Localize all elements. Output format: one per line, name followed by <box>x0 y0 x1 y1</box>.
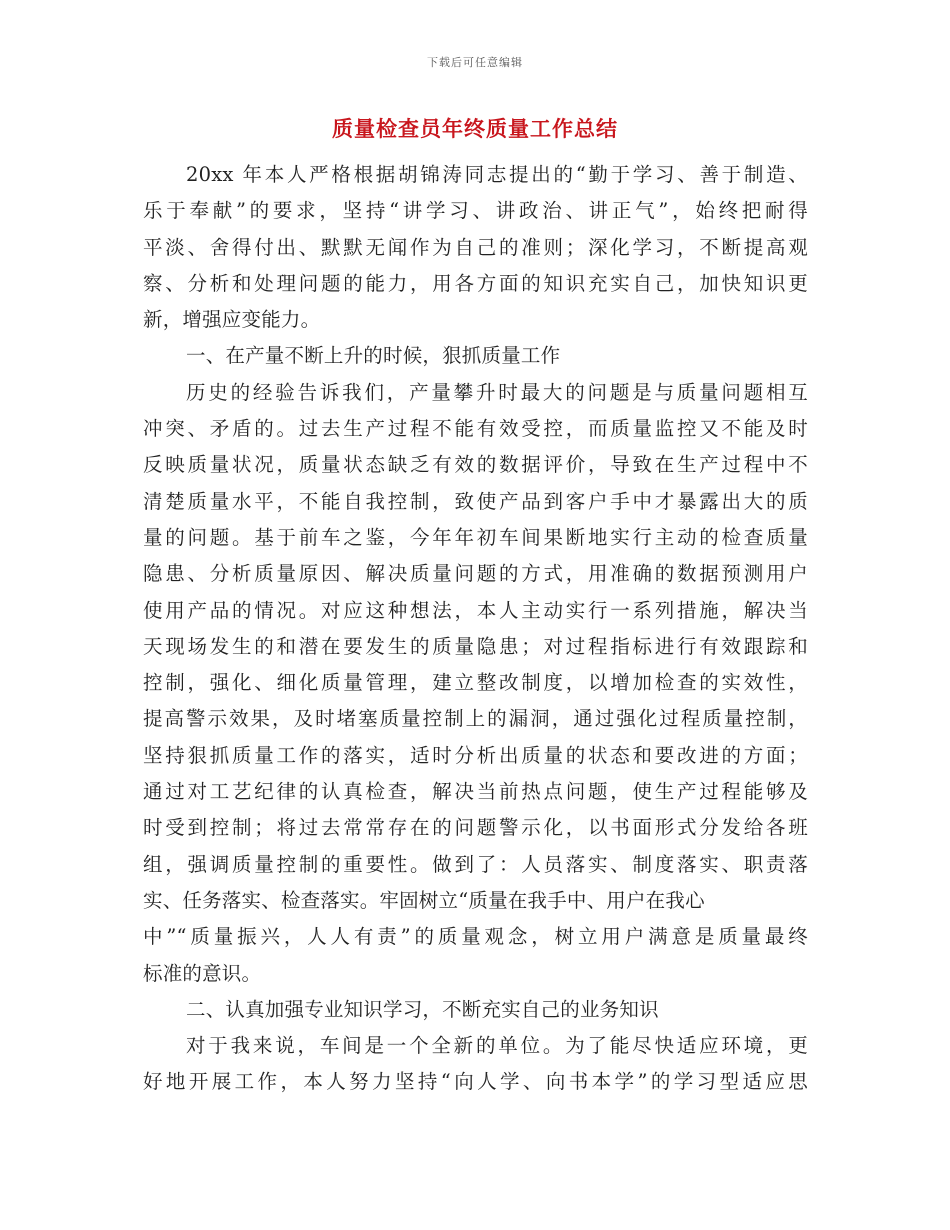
body-line: 控制，强化、细化质量管理，建立整改制度，以增加检查的实效性， <box>143 671 808 695</box>
header-note: 下载后可任意编辑 <box>427 56 523 69</box>
body-line: 乐于奉献”的要求，坚持“讲学习、讲政治、讲正气”，始终把耐得 <box>143 199 808 223</box>
body-line: 提高警示效果，及时堵塞质量控制上的漏洞，通过强化过程质量控制， <box>143 707 808 731</box>
body-line: 中”“质量振兴，人人有责”的质量观念，树立用户满意是质量最终 <box>143 925 808 949</box>
body-line: 时受到控制；将过去常常存在的问题警示化，以书面形式分发给各班 <box>143 816 808 840</box>
body-line: 坚持狠抓质量工作的落实，适时分析出质量的状态和要改进的方面； <box>143 743 808 767</box>
body-line: 实、任务落实、检查落实。牢固树立“质量在我手中、用户在我心 <box>143 888 705 912</box>
body-line: 对于我来说，车间是一个全新的单位。为了能尽快适应环境，更 <box>186 1034 808 1058</box>
body-line: 好地开展工作，本人努力坚持“向人学、向书本学”的学习型适应思 <box>143 1070 808 1094</box>
body-line: 平淡、舍得付出、默默无闻作为自己的准则；深化学习，不断提高观 <box>143 235 808 259</box>
body-line: 清楚质量水平，不能自我控制，致使产品到客户手中才暴露出大的质 <box>143 489 808 513</box>
body-line: 察、分析和处理问题的能力，用各方面的知识充实自己，加快知识更 <box>143 271 808 295</box>
body-line: 隐患、分析质量原因、解决质量问题的方式，用准确的数据预测用户 <box>143 562 808 586</box>
body-line: 通过对工艺纪律的认真检查，解决当前热点问题，使生产过程能够及 <box>143 780 808 804</box>
body-line: 历史的经验告诉我们，产量攀升时最大的问题是与质量问题相互 <box>186 380 808 404</box>
body-line: 一、在产量不断上升的时候，狠抓质量工作 <box>186 344 561 368</box>
body-line: 新，增强应变能力。 <box>143 308 321 332</box>
body-line: 二、认真加强专业知识学习，不断充实自己的业务知识 <box>186 997 659 1021</box>
body-line: 组，强调质量控制的重要性。做到了：人员落实、制度落实、职责落 <box>143 852 808 876</box>
body-line: 量的问题。基于前车之鉴，今年年初车间果断地实行主动的检查质量 <box>143 525 808 549</box>
body-line: 反映质量状况，质量状态缺乏有效的数据评价，导致在生产过程中不 <box>143 453 808 477</box>
document-body <box>143 157 808 1101</box>
body-line: 冲突、矛盾的。过去生产过程不能有效受控，而质量监控又不能及时 <box>143 417 808 441</box>
body-line: 20xx 年本人严格根据胡锦涛同志提出的“勤于学习、善于制造、 <box>186 163 808 186</box>
body-line: 标准的意识。 <box>143 961 262 985</box>
body-line: 使用产品的情况。对应这种想法，本人主动实行一系列措施，解决当 <box>143 598 808 622</box>
body-line: 天现场发生的和潜在要发生的质量隐患；对过程指标进行有效跟踪和 <box>143 634 808 658</box>
document-title: 质量检查员年终质量工作总结 <box>332 117 618 141</box>
